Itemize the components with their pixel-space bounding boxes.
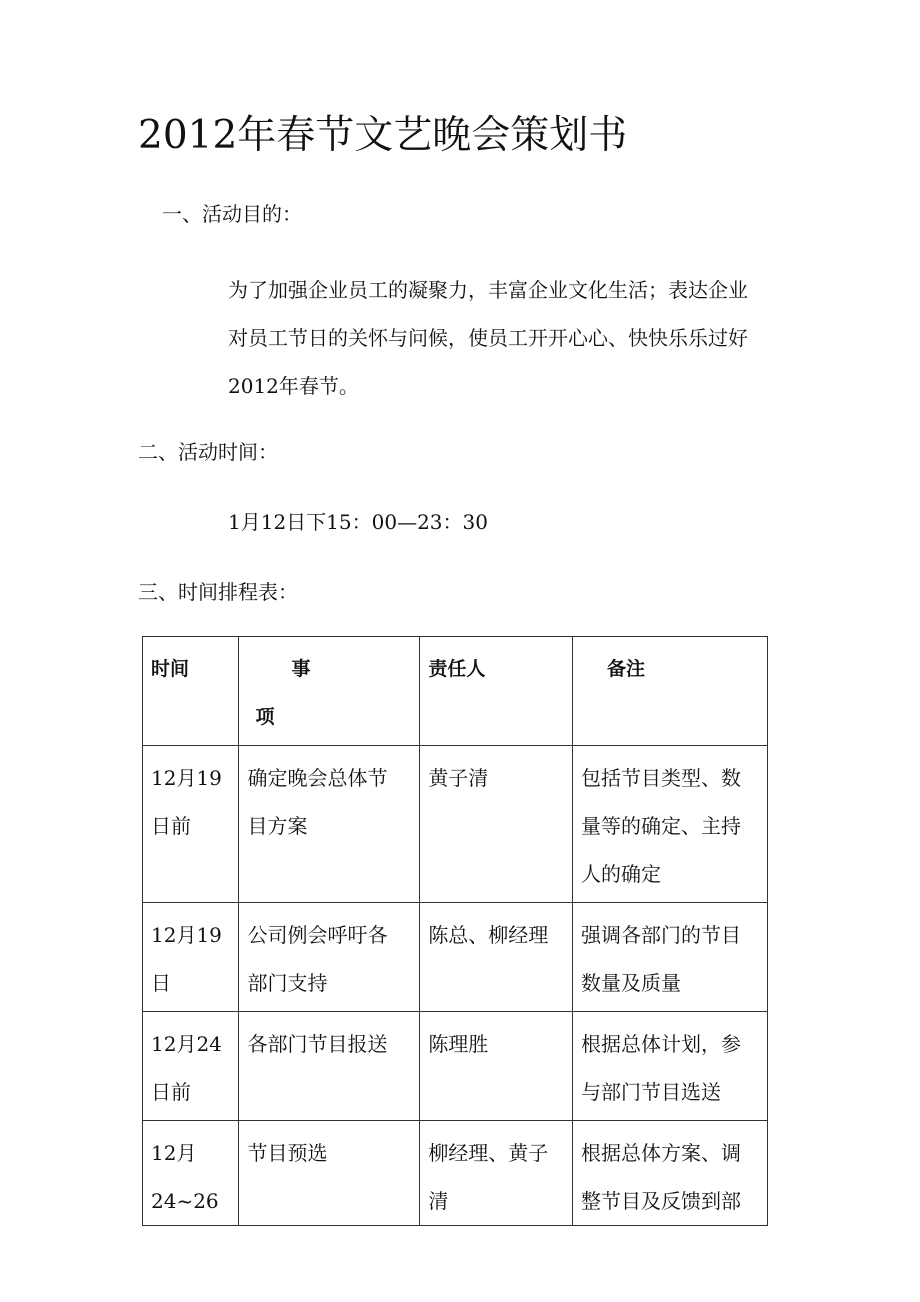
section-heading-schedule: 三、时间排程表： bbox=[138, 580, 298, 604]
table-row bbox=[143, 1121, 768, 1226]
cell-line: 节目预选 bbox=[247, 1141, 328, 1165]
cell-line: 日前 bbox=[151, 1080, 191, 1104]
document-title: 2012年春节文艺晚会策划书 bbox=[138, 113, 628, 158]
header-item-label-line2: 项 bbox=[255, 706, 275, 728]
cell-line: 根据总体方案、调 bbox=[581, 1141, 742, 1165]
cell-line: 根据总体计划，参 bbox=[581, 1032, 742, 1056]
cell-line: 公司例会呼吁各 bbox=[247, 923, 388, 947]
header-owner-label: 责任人 bbox=[428, 658, 486, 680]
cell-line: 12月19 bbox=[151, 766, 222, 790]
cell-line: 黄子清 bbox=[428, 766, 489, 790]
cell-owner bbox=[420, 746, 573, 903]
cell-line: 24~26 bbox=[151, 1189, 219, 1213]
table-row bbox=[143, 903, 768, 1012]
cell-item bbox=[239, 903, 420, 1012]
cell-note bbox=[573, 903, 768, 1012]
cell-line: 强调各部门的节目 bbox=[581, 923, 742, 947]
cell-time bbox=[143, 1012, 239, 1121]
cell-time bbox=[143, 1121, 239, 1226]
cell-note bbox=[573, 1012, 768, 1121]
header-cell-time bbox=[143, 637, 239, 746]
table-row bbox=[143, 1012, 768, 1121]
cell-line: 量等的确定、主持 bbox=[581, 814, 742, 838]
cell-time bbox=[143, 746, 239, 903]
cell-line: 部门支持 bbox=[247, 971, 328, 995]
paragraph-line: 为了加强企业员工的凝聚力，丰富企业文化生活；表达企业 bbox=[228, 278, 748, 302]
header-cell-note bbox=[573, 637, 768, 746]
schedule-table bbox=[142, 636, 768, 1226]
cell-line: 与部门节目选送 bbox=[581, 1080, 722, 1104]
header-time-label: 时间 bbox=[151, 658, 190, 680]
cell-item bbox=[239, 1121, 420, 1226]
cell-owner bbox=[420, 1121, 573, 1226]
cell-line: 整节目及反馈到部 bbox=[581, 1189, 742, 1213]
cell-owner bbox=[420, 1012, 573, 1121]
purpose-paragraph bbox=[228, 266, 798, 410]
cell-line: 12月19 bbox=[151, 923, 222, 947]
header-note-label: 备注 bbox=[607, 658, 646, 680]
section-heading-purpose: 一、活动目的： bbox=[162, 202, 302, 226]
cell-line: 目方案 bbox=[247, 814, 308, 838]
cell-line: 各部门节目报送 bbox=[247, 1032, 388, 1056]
cell-line: 日 bbox=[151, 971, 171, 995]
header-cell-owner bbox=[420, 637, 573, 746]
cell-line: 陈总、柳经理 bbox=[428, 923, 549, 947]
cell-line: 清 bbox=[428, 1189, 449, 1213]
header-item-label-line1: 事 bbox=[291, 658, 311, 680]
cell-time bbox=[143, 903, 239, 1012]
section-heading-time: 二、活动时间： bbox=[138, 440, 278, 464]
cell-line: 柳经理、黄子 bbox=[428, 1141, 549, 1165]
paragraph-line: 对员工节日的关怀与问候，使员工开开心心、快快乐乐过好 bbox=[228, 326, 748, 350]
cell-note bbox=[573, 1121, 768, 1226]
activity-time-value: 1月12日下15：00—23：30 bbox=[228, 510, 488, 534]
cell-line: 日前 bbox=[151, 814, 191, 838]
cell-line: 数量及质量 bbox=[581, 971, 682, 995]
table-row bbox=[143, 746, 768, 903]
cell-item bbox=[239, 746, 420, 903]
cell-note bbox=[573, 746, 768, 903]
cell-line: 陈理胜 bbox=[428, 1032, 489, 1056]
cell-line: 确定晚会总体节 bbox=[247, 766, 388, 790]
table-header-row bbox=[143, 637, 768, 746]
header-cell-item bbox=[239, 637, 420, 746]
cell-line: 人的确定 bbox=[581, 862, 662, 886]
cell-owner bbox=[420, 903, 573, 1012]
cell-line: 12月 bbox=[151, 1141, 197, 1165]
cell-line: 包括节目类型、数 bbox=[581, 766, 742, 790]
paragraph-line: 2012年春节。 bbox=[228, 374, 359, 398]
cell-line: 12月24 bbox=[151, 1032, 222, 1056]
cell-item bbox=[239, 1012, 420, 1121]
